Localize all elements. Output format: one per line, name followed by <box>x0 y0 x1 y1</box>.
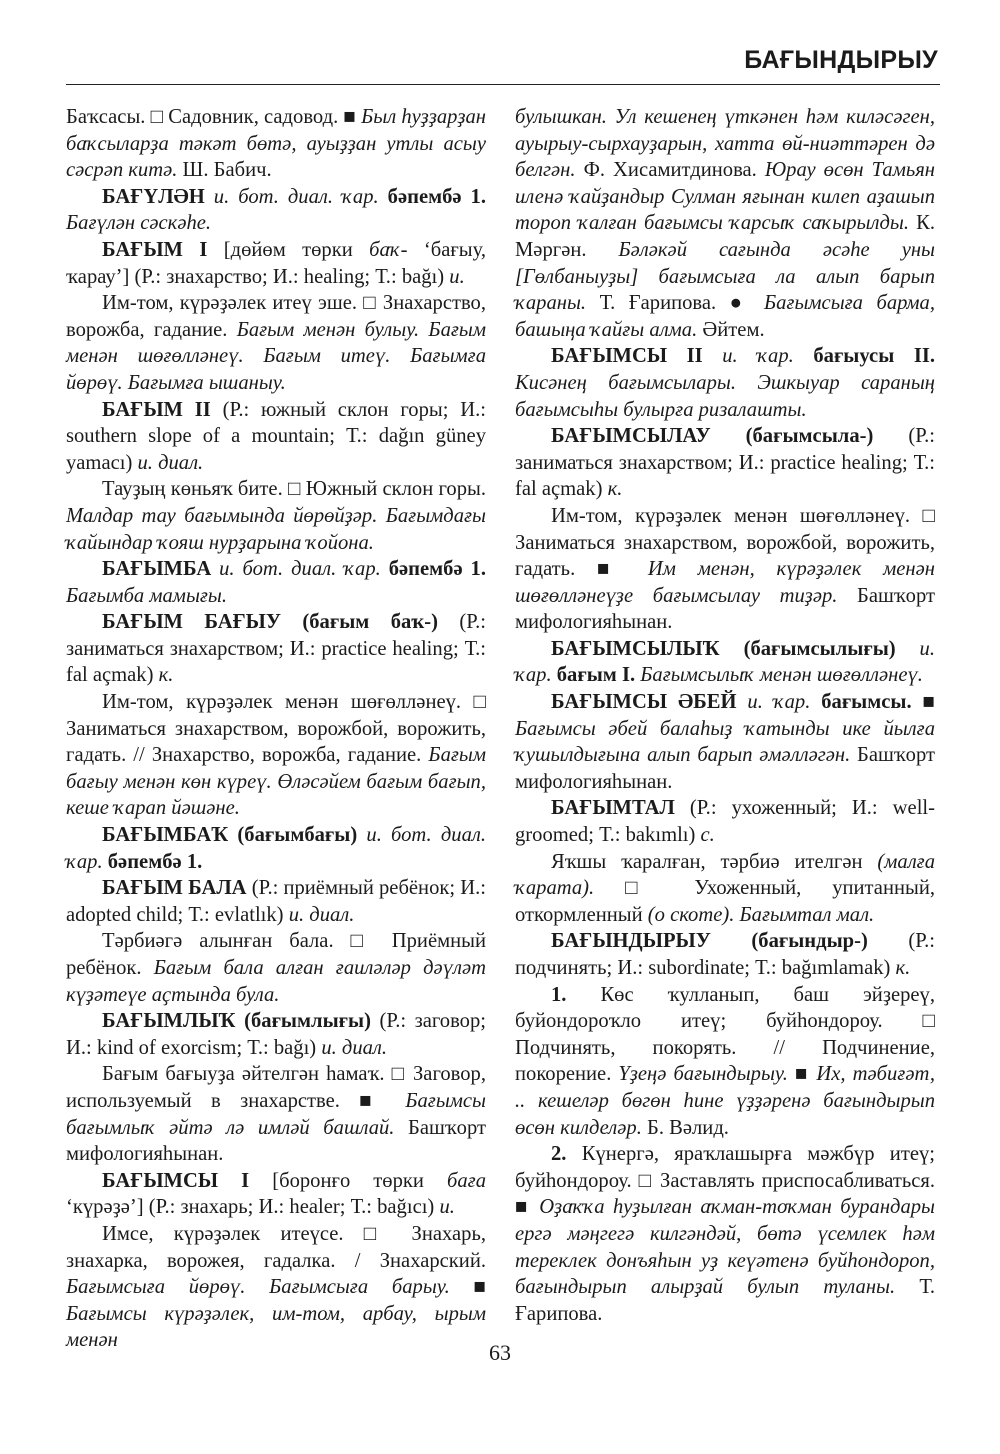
dictionary-entry <box>515 982 935 1142</box>
italic-text: Бағым бағыу менән көн күреү. Өләсәйем бағым бағып, кеше ҡарап йәшәне. <box>66 744 486 820</box>
entry-text: Яҡшы ҡаралған, тәрбиә ителгән <box>551 850 878 873</box>
headword: БАҒЫМСЫ ӘБЕЙ <box>551 691 737 714</box>
italic-text: и. ҡар. <box>515 637 935 687</box>
entry-text: Тәрбиәгә алынған бала. □ Приёмный ребёнок. <box>66 930 486 979</box>
running-head-text: БАҒЫНДЫРЫУ <box>744 46 938 74</box>
dictionary-entry <box>66 1008 486 1061</box>
italic-text: и. бот. диал. ҡар. <box>211 558 381 581</box>
italic-text: к. <box>895 957 911 979</box>
italic-text: Бәләкәй сағында әсәһе уны [Гөлбаныуҙы] бағымсыға ла алып барып ҡараны. <box>515 238 935 315</box>
entry-text: Им-том, күрәҙәлек итеү эше. □ Знахарство, ворожба, гадание. <box>66 292 486 341</box>
entry-text: Күнергә, яраҡлашырға мәжбүр итеү; буйһондороу. □ Заставлять приспосабливаться. ■ <box>515 1143 935 1219</box>
dictionary-entry <box>66 476 486 556</box>
italic-text: Бағым менән булыу. Бағым менән шөғөлләнеү. Бағым итеү. Бағымға йөрөү. Бағымға ышаныу. <box>66 318 486 394</box>
italic-text: и. диал. <box>288 903 355 926</box>
headword: 2. <box>551 1143 567 1166</box>
italic-text: (малға ҡарата). <box>515 850 935 900</box>
headword: БАҒҮЛӘН <box>102 185 205 208</box>
dictionary-entry <box>515 503 935 636</box>
entry-text: (Р.: южный склон горы; И.: southern slope of a mountain; Т.: dağın güney yamacı) <box>66 398 486 474</box>
italic-text: булышкан. Ул кешенең үткәнен һәм киләсәген, ауырыу-сырхауҙарын, хатта өй-ниәттәрен дә белгән. <box>515 106 935 182</box>
italic-text: Бағымсы күрәҙәлек, им-том, арбау, ырым менән <box>66 1302 486 1352</box>
headword: БАҒЫНДЫРЫУ (бағындыр-) <box>551 930 868 953</box>
dictionary-entry <box>66 689 486 822</box>
dictionary-entry <box>515 423 935 503</box>
dictionary-entry <box>515 928 935 981</box>
running-head <box>66 40 940 85</box>
entry-text: ■ <box>449 1276 486 1299</box>
right-column <box>515 104 935 1327</box>
italic-text: с. <box>700 824 715 847</box>
entry-text: Имсе, күрәҙәлек итеүсе. □ Знахарь, знахарка, ворожея, гадалка. / Знахарский. <box>66 1222 486 1272</box>
headword: бағым I. <box>551 664 636 687</box>
italic-text: Оҙаҡҡа һуҙылған аҡман-тоҡман бурандары ергә мәңгегә килгәндәй, бөтә үсемлек һәм тереклек донъяһын уҙ кеүәтенә буйһондороп, бағындырып алырҙай булып туланы. <box>515 1196 935 1299</box>
headword: БАҒЫМСЫЛЫҠ (бағымсылығы) <box>551 637 896 660</box>
italic-text: к. <box>158 664 174 687</box>
entry-text: Бағым бағыуҙа әйтелгән һамаҡ. □ Заговор, используемый в знахарстве. ■ <box>66 1063 486 1112</box>
entry-text: ■ <box>911 691 935 714</box>
italic-text: Малдар тау бағымында йөрөйҙәр. Бағымдағы ҡайындар ҡояш нурҙарына ҡойона. <box>66 504 486 554</box>
entry-text: Т. Ғарипова. <box>515 1276 935 1325</box>
headword: БАҒЫМ БАЛА <box>102 877 247 900</box>
headword: БАҒЫМСЫ I <box>102 1169 250 1192</box>
italic-text: баҡ- <box>369 238 408 261</box>
entry-text: [боронғо төрки <box>249 1169 448 1192</box>
dictionary-entry <box>66 1221 486 1354</box>
italic-text: Бағымба мамығы. <box>66 584 228 607</box>
italic-text: Бағымсыға барма, башыңа ҡайғы алма. <box>515 292 935 341</box>
entry-text: Ш. Бабич. <box>177 159 272 182</box>
italic-text: и. ҡар. <box>702 345 794 368</box>
page-number: 63 <box>489 1340 511 1365</box>
entry-text: (Р.: ухоженный; И.: well-groomed; Т.: bakımlı) <box>515 797 935 847</box>
italic-text: и. диал. <box>321 1036 388 1059</box>
entry-text: (Р.: приёмный ребёнок; И.: adopted child; Т.: evlatlık) <box>66 877 486 926</box>
dictionary-entry <box>66 237 486 290</box>
italic-text: Бағымсы бағымлыҡ әйтә лә имләй башлай. <box>66 1089 486 1139</box>
italic-text: и. диал. <box>137 451 204 474</box>
italic-text: и. бот. диал. ҡар. <box>66 824 487 873</box>
italic-text: Бағүлән сәскәһе. <box>66 212 212 235</box>
headword: БАҒЫМСЫЛАУ (бағымсыла-) <box>551 425 874 448</box>
dictionary-entry <box>66 822 486 875</box>
entry-text: Әйтем. <box>697 318 765 341</box>
headword: бәпембә 1. <box>102 850 203 873</box>
entry-text: Тауҙың көньяҡ бите. □ Южный склон горы. <box>102 478 486 501</box>
entry-text: Баҡсасы. □ Садовник, садовод. ■ <box>66 106 362 128</box>
italic-text: Их, тәбиғәт, .. кешеләр бөгөн һине үҙҙәренә бағындырып өсөн килделәр. <box>515 1063 935 1139</box>
entry-text: К. Мәргән. <box>515 212 935 261</box>
entry-text: □ Ухоженный, упитанный, откормленный <box>515 877 935 926</box>
headword: БАҒЫМТАЛ <box>551 797 675 820</box>
dictionary-entry <box>515 1141 935 1327</box>
headword: бәпембә 1. <box>380 558 486 581</box>
dictionary-entry <box>66 104 486 184</box>
dictionary-entry <box>515 849 935 929</box>
dictionary-entry <box>66 556 486 609</box>
italic-text: Юрау өсөн Тамьян иленә ҡайҙандыр Сулман яғынан килеп аҙашып тороп ҡалған бағымсы ҡарсыҡ саҡырылды. <box>515 159 935 235</box>
dictionary-entry <box>66 609 486 689</box>
entry-text: (Р.: заниматься знахарством; И.: practice healing; Т.: fal açmak) <box>515 425 935 501</box>
entry-text: Им-том, күрәҙәлек менән шөғөлләнеү. □ Заниматься знахарством, ворожбой, ворожить, гадать. // Знахарство, ворожба, гадание. <box>66 691 486 767</box>
dictionary-entry <box>515 689 935 795</box>
italic-text: (о скоте). Бағымтал мал. <box>647 903 875 926</box>
dictionary-entry <box>515 795 935 848</box>
left-column <box>66 104 486 1354</box>
dictionary-entry <box>66 1061 486 1167</box>
dictionary-entry <box>66 875 486 928</box>
entry-text: Им-том, күрәҙәлек менән шөғөлләнеү. □ Заниматься знахарством, ворожбой, ворожить, гадать. ■ <box>515 504 935 581</box>
entry-text: Ф. Хисамитдинова. <box>575 159 765 182</box>
italic-text: и. <box>449 265 465 288</box>
headword: бағыусы II. <box>793 345 935 368</box>
headword: 1. <box>551 983 567 1006</box>
italic-text: и. ҡар. <box>736 691 811 714</box>
headword: БАҒЫМБА <box>102 558 212 581</box>
entry-text: [дөйөм төрки <box>207 238 370 261</box>
entry-text: (Р.: заговор; И.: kind of exorcism; Т.: bağı) <box>66 1010 486 1059</box>
entry-text: Б. Вәлид. <box>641 1116 729 1139</box>
entry-text: (Р.: заниматься знахарством; И.: practice healing; Т.: fal açmak) <box>66 611 486 687</box>
entry-text: Т. Ғарипова. ● <box>586 292 764 315</box>
italic-text: Кисәнең бағымсылары. Эшкыуар сараның бағымсыһы булырға ризалашты. <box>515 371 935 421</box>
dictionary-entry <box>515 636 935 689</box>
italic-text: Бағымсылыҡ менән шөғөлләнеү. <box>635 664 923 687</box>
entry-text: ‘күрәҙә’] (Р.: знахарь; И.: healer; Т.: bağıcı) <box>66 1196 440 1219</box>
dictionary-entry <box>66 184 486 237</box>
headword: БАҒЫМ БАҒЫУ (бағым баҡ-) <box>102 611 438 634</box>
headword: БАҒЫМ I <box>102 238 208 261</box>
entry-text: Башҡорт мифологияһынан. <box>515 744 935 793</box>
entry-text: (Р.: подчинять; И.: subordinate; Т.: bağımlamak) <box>515 930 935 979</box>
entry-text: Башҡорт мифологияһынан. <box>515 584 935 634</box>
italic-text: и. бот. диал. ҡар. <box>204 185 379 208</box>
dictionary-entry <box>515 343 935 423</box>
italic-text: Был һуҙҙарҙан баҡсыларҙа тәкәт бөтә, ауыҙҙан утлы асыу сәсрәп китә. <box>66 106 486 182</box>
headword: БАҒЫМБАҠ (бағымбағы) <box>102 824 358 847</box>
entry-text: ‘бағыу, ҡарау’] (Р.: знахарство; И.: healing; Т.: bağı) <box>66 238 487 288</box>
italic-text: Бағымсы әбей балаһыҙ ҡатынды ике йылға ҡушылдығына алып барып әмәлләгән. <box>515 717 935 767</box>
italic-text: баға <box>447 1169 487 1192</box>
headword: бағымсы. <box>810 691 912 714</box>
headword: бәпембә 1. <box>378 185 486 208</box>
italic-text: Бағым бала алған ғаиләләр дәүләт күҙәтеүе аҫтында була. <box>66 957 486 1006</box>
dictionary-entry <box>66 1168 486 1221</box>
entry-text: Көс ҡулланып, баш эйҙереү, буйондороҡло итеү; буйһондороу. □ Подчинять, покорять. // Подчинение, покорение. <box>515 983 935 1086</box>
dictionary-entry <box>66 290 486 396</box>
entry-text: ■ <box>787 1063 817 1086</box>
headword: БАҒЫМСЫ II <box>551 345 703 368</box>
italic-text: Бағымсыға йөрөү. Бағымсыға барыу. <box>66 1276 450 1299</box>
headword: БАҒЫМ II <box>102 398 211 421</box>
headword: БАҒЫМЛЫҠ (бағымлығы) <box>102 1010 371 1033</box>
italic-text: Им менән, күрәҙәлек менән шөғөлләнеүҙе бағымсылау тиҙәр. <box>515 558 935 607</box>
italic-text: и. <box>439 1196 455 1219</box>
dictionary-entry <box>66 397 486 477</box>
entry-text: Башҡорт мифологияһынан. <box>66 1116 486 1166</box>
dictionary-entry <box>515 104 935 343</box>
italic-text: Үҙеңә бағындырыу. <box>618 1063 788 1086</box>
dictionary-entry <box>66 928 486 1008</box>
italic-text: к. <box>607 478 623 501</box>
